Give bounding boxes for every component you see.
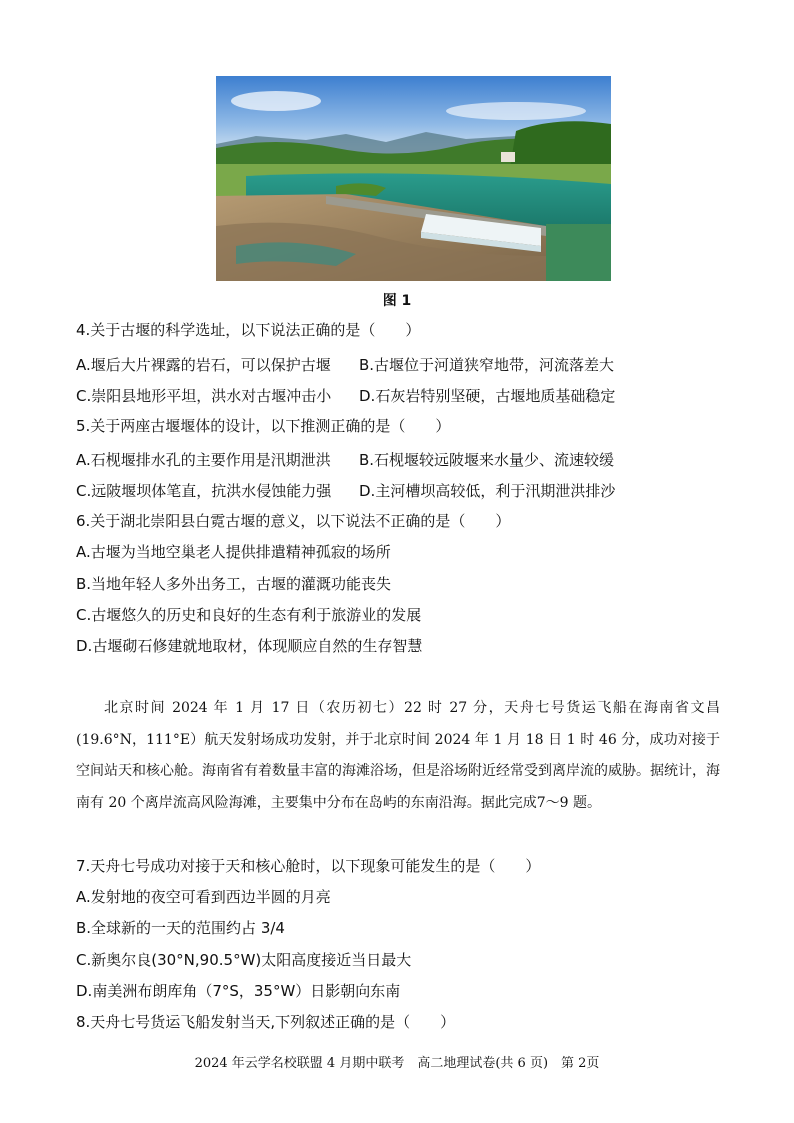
question-5-option-c[interactable]: C.远陂堰坝体笔直，抗洪水侵蚀能力强	[76, 482, 332, 500]
question-4-option-c[interactable]: C.崇阳县地形平坦，洪水对古堰冲击小	[76, 387, 332, 405]
page-footer: 2024 年云学名校联盟 4 月期中联考 高二地理试卷(共 6 页) 第 2页	[194, 1056, 600, 1071]
question-4-option-a[interactable]: A.堰后大片裸露的岩石，可以保护古堰	[76, 356, 331, 374]
reading-passage	[76, 693, 720, 819]
question-7-option-a[interactable]: A.发射地的夜空可看到西边半圆的月亮	[76, 888, 331, 906]
question-7-option-b[interactable]: B.全球新的一天的范围约占 3/4	[76, 919, 285, 937]
question-6-option-b[interactable]: B.当地年轻人多外出务工，古堰的灌溉功能丧失	[76, 575, 392, 593]
question-4-stem: 4.关于古堰的科学选址，以下说法正确的是（ ）	[76, 321, 421, 339]
question-7-stem: 7.天舟七号成功对接于天和核心舱时，以下现象可能发生的是（ ）	[76, 857, 541, 875]
question-6-option-a[interactable]: A.古堰为当地空巢老人提供排遣精神孤寂的场所	[76, 543, 391, 561]
question-5-stem: 5.关于两座古堰堰体的设计，以下推测正确的是（ ）	[76, 417, 451, 435]
figure-1-photo	[216, 76, 611, 281]
question-5-option-b[interactable]: B.石枧堰较远陂堰来水量少、流速较缓	[359, 451, 615, 469]
question-8-stem: 8.天舟七号货运飞船发射当天,下列叙述正确的是（ ）	[76, 1013, 456, 1031]
question-7-option-c[interactable]: C.新奥尔良(30°N,90.5°W)太阳高度接近当日最大	[76, 951, 412, 969]
landscape-image	[216, 76, 611, 281]
question-5-option-d[interactable]: D.主河槽坝高较低，利于汛期泄洪排沙	[359, 482, 616, 500]
passage-text: 北京时间 2024 年 1 月 17 日（农历初七）22 时 27 分，天舟七号货运飞船在海南省文昌(19.6°N，111°E）航天发射场成功发射，并于北京时间 2024 年 1 月 18 日 1 时 46 分，成功对接于空间站天和核心舱。海南省有着数量丰富的海滩浴场，但是浴场附近经常受到离岸流的威胁。据统计，海南有 20 个离岸流高风险海滩，主要集中分布在岛屿的东南沿海。据此完成7～9 题。	[76, 700, 720, 811]
figure-caption: 图 1	[382, 293, 412, 309]
question-5-option-a[interactable]: A.石枧堰排水孔的主要作用是汛期泄洪	[76, 451, 331, 469]
question-6-option-d[interactable]: D.古堰砌石修建就地取材，体现顺应自然的生存智慧	[76, 637, 423, 655]
question-7-option-d[interactable]: D.南美洲布朗库角（7°S，35°W）日影朝向东南	[76, 982, 401, 1000]
question-4-option-b[interactable]: B.古堰位于河道狭窄地带，河流落差大	[359, 356, 615, 374]
question-6-stem: 6.关于湖北崇阳县白霓古堰的意义，以下说法不正确的是（ ）	[76, 512, 511, 530]
question-4-option-d[interactable]: D.石灰岩特别坚硬，古堰地质基础稳定	[359, 387, 616, 405]
question-6-option-c[interactable]: C.古堰悠久的历史和良好的生态有利于旅游业的发展	[76, 606, 422, 624]
